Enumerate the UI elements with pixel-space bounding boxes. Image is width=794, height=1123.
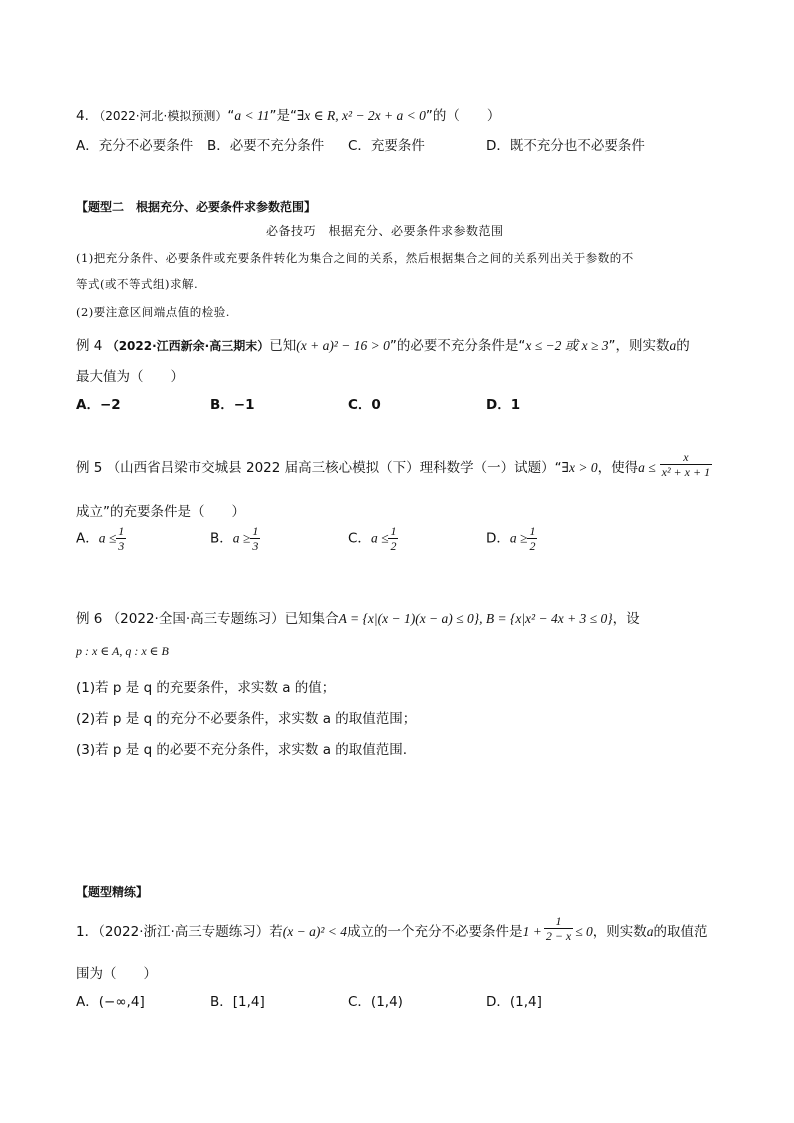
ex5-option-a <box>76 524 126 553</box>
ex5-option-d-rel: a ≥ <box>509 530 528 546</box>
practice-q1-expr2-a: 1 + <box>522 924 542 939</box>
ex5-option-d-num: 1 <box>529 524 536 538</box>
ex4-text-d: 的 <box>676 338 690 354</box>
practice-q1-expr: (x − a)² < 4 <box>282 924 348 939</box>
q4-option-d: D．既不充分也不必要条件 <box>486 138 645 154</box>
ex5-cond: ∃x > 0 <box>561 460 598 475</box>
ex5-option-b-rel: a ≥ <box>232 530 251 546</box>
ex5-option-d-den: 2 <box>529 539 536 553</box>
skill-line-3: (2)要注意区间端点值的检验. <box>76 305 230 319</box>
ex6-sets: A = {x|(x − 1)(x − a) ≤ 0}, B = {x|x² − 4x + 3 ≤ 0} <box>338 611 613 626</box>
q4-number: 4. <box>76 108 89 124</box>
ex5-option-c <box>348 524 398 553</box>
q4-stem-a: “ <box>227 108 235 124</box>
ex5-fraction <box>660 450 712 479</box>
q4-stem <box>76 104 500 124</box>
ex5-ineq: a ≤ <box>638 460 656 475</box>
practice-q1-expr2-b: ≤ 0 <box>575 924 593 939</box>
ex4-text-c: ”，则实数 <box>608 338 670 354</box>
skill-line-1: (1)把充分条件、必要条件或充要条件转化为集合之间的关系，然后根据集合之间的关系列出关于参数的不 <box>76 251 634 265</box>
q4-option-b: B．必要不充分条件 <box>207 138 325 154</box>
q4-cond1: a < 11 <box>234 108 270 123</box>
q4-stem-b: ”是“ <box>269 108 297 124</box>
q4-option-a: A．充分不必要条件 <box>76 138 194 154</box>
practice-option-a: A．(−∞,4] <box>76 994 145 1010</box>
ex5-text-a: “ <box>554 460 562 476</box>
ex5-stem <box>76 449 712 479</box>
ex5-option-c-label: C． <box>348 530 371 547</box>
practice-q1-text-b: 成立的一个充分不必要条件是 <box>347 924 523 940</box>
ex4-var: a <box>669 338 677 353</box>
ex5-option-c-den: 2 <box>390 539 397 553</box>
skill-title: 必备技巧 根据充分、必要条件求参数范围 <box>266 224 504 238</box>
ex6-sub-1: (1)若 p 是 q 的充要条件，求实数 a 的值； <box>76 680 336 696</box>
ex5-option-a-rel: a ≤ <box>98 530 117 546</box>
practice-q1-stem <box>76 913 708 943</box>
ex5-option-c-num: 1 <box>390 524 397 538</box>
ex5-option-b <box>210 524 260 553</box>
ex6-stem <box>76 607 640 627</box>
practice-q1-number: 1． <box>76 924 99 940</box>
ex4-expr: (x + a)² − 16 > 0 <box>296 338 390 353</box>
ex5-option-d-label: D． <box>486 530 510 547</box>
practice-q1-fraction <box>544 914 573 943</box>
practice-q1-source: （2022·浙江·高三专题练习） <box>98 924 270 940</box>
ex5-frac-den: x² + x + 1 <box>661 464 711 479</box>
q4-source: （2022·河北·模拟预测） <box>93 109 228 123</box>
ex4-cond: x ≤ −2 或 x ≥ 3 <box>525 338 609 353</box>
ex5-option-b-den: 3 <box>252 539 259 553</box>
ex5-frac-num: x <box>660 450 712 465</box>
ex6-sub-2: (2)若 p 是 q 的充分不必要条件，求实数 a 的取值范围； <box>76 711 417 727</box>
ex4-text-a: 已知 <box>269 338 297 354</box>
practice-q1-text-c: ，则实数 <box>592 924 647 940</box>
practice-option-b: B．[1,4] <box>210 994 265 1010</box>
practice-q1-frac-num: 1 <box>544 914 573 929</box>
ex4-option-a: A．−2 <box>76 397 121 413</box>
ex4-option-b: B．−1 <box>210 397 255 413</box>
q4-cond2: ∃x ∈ R, x² − 2x + a < 0 <box>296 108 426 123</box>
ex5-option-b-num: 1 <box>252 524 259 538</box>
ex4-stem <box>76 334 690 354</box>
ex4-source: （2022·江西新余·高三期末） <box>106 339 270 353</box>
ex4-option-d: D．1 <box>486 397 521 413</box>
practice-title: 【题型精练】 <box>76 885 149 899</box>
ex6-text-b: ，设 <box>612 611 640 627</box>
ex6-line-2: p : x ∈ A, q : x ∈ B <box>76 644 169 658</box>
ex5-option-b-label: B． <box>210 530 233 547</box>
ex5-option-b-frac <box>250 524 260 553</box>
practice-q1-frac-den: 2 − x <box>545 928 572 943</box>
practice-option-d: D．(1,4] <box>486 994 542 1010</box>
ex5-text-b: ，使得 <box>597 460 639 476</box>
ex6-label: 例 6 <box>76 611 103 627</box>
ex6-source: （2022·全国·高三专题练习） <box>106 611 285 627</box>
q4-option-c: C．充要条件 <box>348 138 425 154</box>
ex5-option-c-frac <box>388 524 398 553</box>
skill-line-2: 等式(或不等式组)求解. <box>76 277 199 291</box>
ex5-option-d-frac <box>527 524 537 553</box>
ex5-option-c-rel: a ≤ <box>370 530 389 546</box>
practice-q1-text-a: 若 <box>269 924 283 940</box>
ex5-option-a-label: A． <box>76 530 99 547</box>
ex5-line-2: 成立”的充要条件是（ ） <box>76 504 245 520</box>
ex4-text-b: ”的必要不充分条件是“ <box>389 338 526 354</box>
ex5-option-a-den: 3 <box>118 539 125 553</box>
ex5-option-d <box>486 524 537 553</box>
type2-title: 【题型二 根据充分、必要条件求参数范围】 <box>76 200 317 214</box>
ex4-label: 例 4 <box>76 338 103 354</box>
ex6-sub-3: (3)若 p 是 q 的必要不充分条件，求实数 a 的取值范围. <box>76 742 408 758</box>
practice-q1-text-d: 的取值范 <box>653 924 708 940</box>
ex4-line-2: 最大值为（ ） <box>76 369 184 385</box>
ex4-option-c: C．0 <box>348 397 381 413</box>
ex5-label: 例 5 <box>76 460 103 476</box>
practice-option-c: C．(1,4) <box>348 994 403 1010</box>
ex5-source: （山西省吕梁市交城县 2022 届高三核心模拟（下）理科数学（一）试题） <box>106 460 555 476</box>
q4-stem-c: ”的（ ） <box>425 108 501 124</box>
ex5-option-a-frac <box>116 524 126 553</box>
practice-q1-var: a <box>646 924 654 939</box>
ex6-text-a: 已知集合 <box>284 611 339 627</box>
practice-q1-line-2: 围为（ ） <box>76 966 157 982</box>
ex5-option-a-num: 1 <box>118 524 125 538</box>
